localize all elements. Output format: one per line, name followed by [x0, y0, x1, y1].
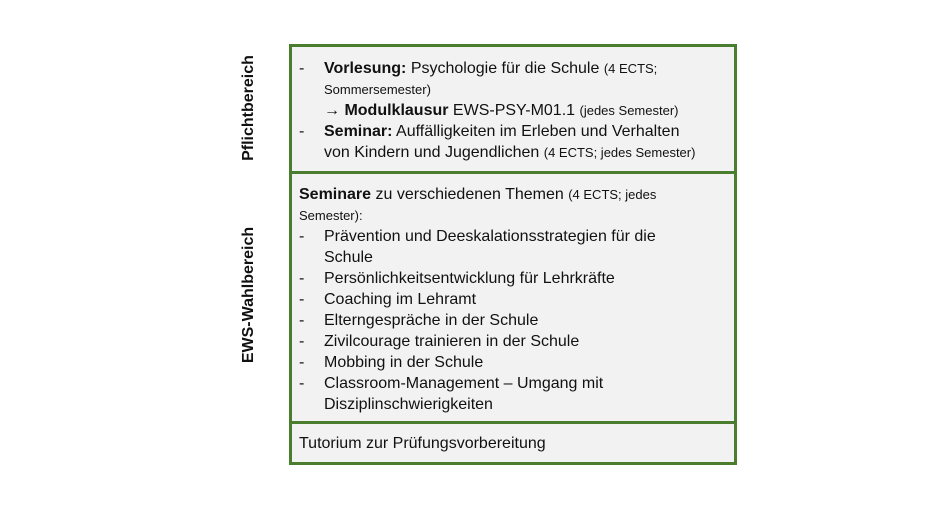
- list-item-text: Classroom-Management – Umgang mit: [324, 375, 604, 392]
- list-item-text: Prävention und Deeskalationsstrategien für die: [324, 228, 656, 245]
- wahl-heading-ects: (4 ECTS; jedes: [568, 187, 657, 202]
- tutorium-section: [292, 421, 734, 462]
- bullet-dash: -: [299, 312, 305, 329]
- wahl-heading-semester: Semester):: [299, 208, 363, 223]
- list-item-text: Schule: [324, 249, 373, 266]
- arrow-icon: →: [324, 102, 340, 119]
- list-item-text: Coaching im Lehramt: [324, 291, 477, 308]
- module-overview-box: [289, 44, 737, 465]
- side-label-pflichtbereich: Pflichtbereich: [240, 55, 257, 161]
- wahl-heading-rest: zu verschiedenen Themen: [375, 186, 564, 203]
- list-item: [299, 289, 728, 310]
- bullet-dash: -: [299, 228, 305, 245]
- list-item: [299, 373, 728, 415]
- pflichtbereich-section: [292, 47, 734, 171]
- klausur-note: (jedes Semester): [579, 103, 679, 118]
- vorlesung-label: Vorlesung:: [324, 60, 407, 77]
- wahl-heading-bold: Seminare: [299, 186, 372, 203]
- list-item-text: Zivilcourage trainieren in der Schule: [324, 333, 580, 350]
- list-item: [299, 331, 728, 352]
- bullet-dash: -: [299, 354, 305, 371]
- bullet-dash: -: [299, 60, 305, 77]
- list-item-seminar: [299, 121, 728, 163]
- side-label-ews-wahlbereich: EWS-Wahlbereich: [240, 226, 257, 364]
- vorlesung-title: Psychologie für die Schule: [410, 60, 600, 77]
- list-item-text: Persönlichkeitsentwicklung für Lehrkräfte: [324, 270, 615, 287]
- vorlesung-ects: (4 ECTS;: [603, 61, 658, 76]
- bullet-dash: -: [299, 291, 305, 308]
- wahlbereich-section: [292, 171, 734, 421]
- seminar-label: Seminar:: [324, 123, 393, 140]
- bullet-dash: -: [299, 375, 305, 392]
- bullet-dash: -: [299, 333, 305, 350]
- seminar-note: (4 ECTS; jedes Semester): [543, 145, 696, 160]
- vorlesung-semester: Sommersemester): [324, 82, 431, 97]
- list-item: [299, 310, 728, 331]
- list-item-text: Elterngespräche in der Schule: [324, 312, 539, 329]
- list-item-text: Mobbing in der Schule: [324, 354, 484, 371]
- seminar-title-line1: Auffälligkeiten im Erleben und Verhalten: [396, 123, 680, 140]
- list-item: [299, 352, 728, 373]
- bullet-dash: -: [299, 270, 305, 287]
- klausur-code: EWS-PSY-M01.1: [452, 102, 576, 119]
- list-item-vorlesung: [299, 58, 728, 121]
- list-item: [299, 226, 728, 268]
- seminar-title-line2: von Kindern und Jugendlichen: [324, 144, 540, 161]
- wahl-heading: [299, 184, 728, 226]
- list-item-text: Disziplinschwierigkeiten: [324, 396, 493, 413]
- klausur-label: Modulklausur: [344, 102, 449, 119]
- bullet-dash: -: [299, 123, 305, 140]
- tutorium-text: Tutorium zur Prüfungsvorbereitung: [299, 435, 546, 452]
- list-item: [299, 268, 728, 289]
